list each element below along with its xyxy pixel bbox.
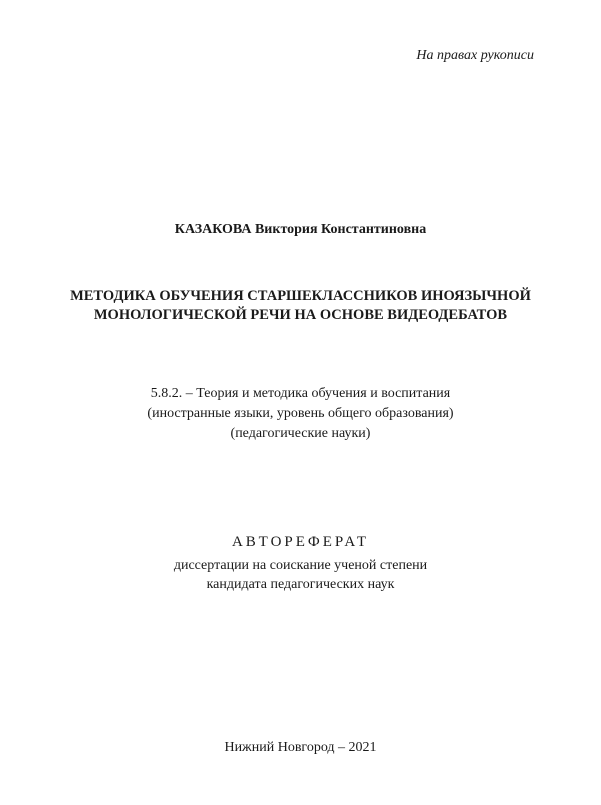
degree-block <box>0 556 601 594</box>
degree-line-2: кандидата педагогических наук <box>206 577 395 592</box>
specialty-line-1: 5.8.2. – Теория и методика обучения и воспитания <box>150 386 451 401</box>
manuscript-note: На правах рукописи <box>416 48 534 63</box>
dissertation-title <box>0 287 601 325</box>
title-line-1: МЕТОДИКА ОБУЧЕНИЯ СТАРШЕКЛАССНИКОВ ИНОЯЗЫЧНОЙ <box>70 288 531 304</box>
degree-line-1: диссертации на соискание ученой степени <box>173 558 428 573</box>
specialty-block <box>0 384 601 444</box>
author-name: КАЗАКОВА Виктория Константиновна <box>174 222 427 237</box>
specialty-line-3: (педагогические науки) <box>230 426 371 441</box>
title-line-2: МОНОЛОГИЧЕСКОЙ РЕЧИ НА ОСНОВЕ ВИДЕОДЕБАТОВ <box>93 307 508 323</box>
specialty-line-2: (иностранные языки, уровень общего образования) <box>147 406 454 421</box>
document-type-label: АВТОРЕФЕРАТ <box>231 534 370 550</box>
place-and-year: Нижний Новгород – 2021 <box>224 740 377 755</box>
